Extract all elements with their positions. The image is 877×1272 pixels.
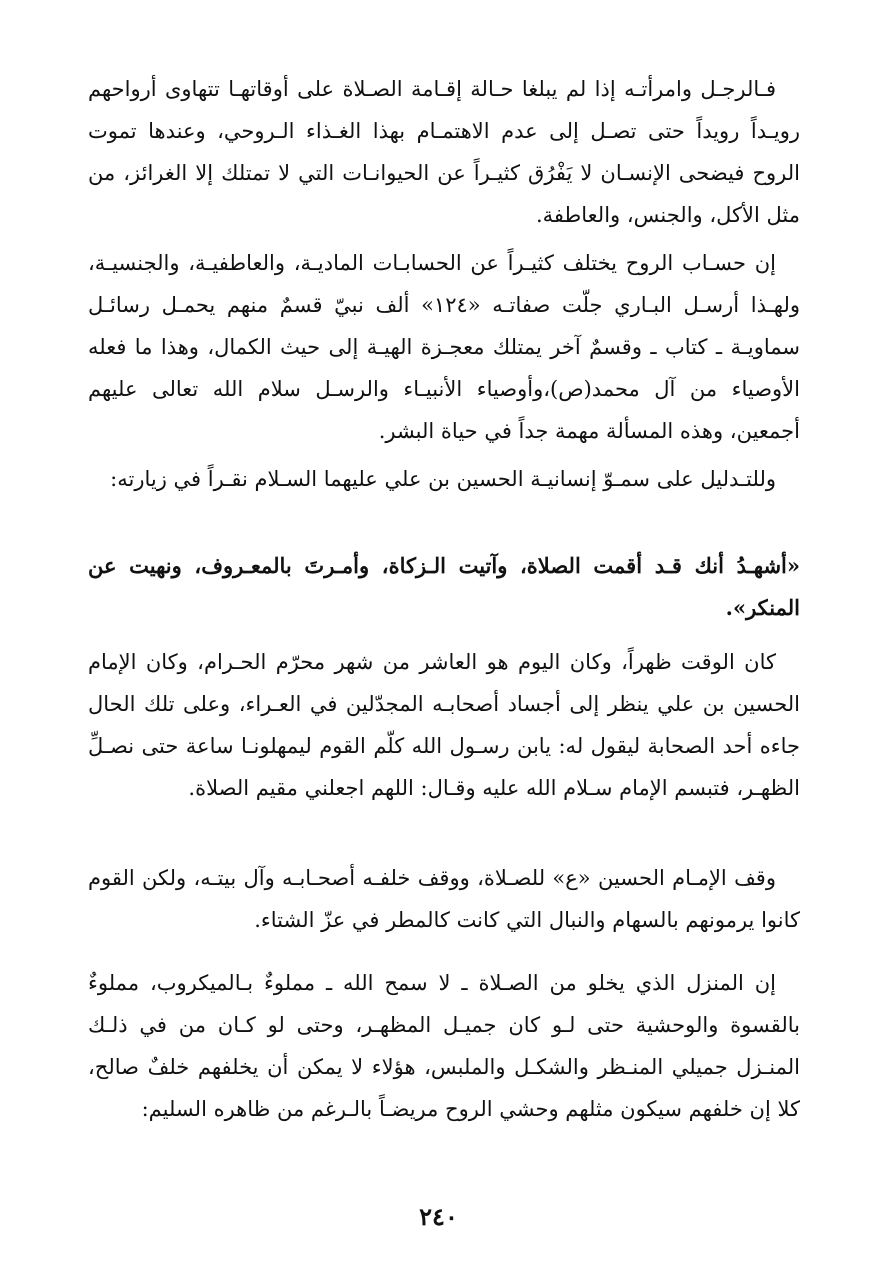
paragraph-5: وقف الإمـام الحسين «ع» للصـلاة، ووقف خلفـه أصحـابـه وآل بيتـه، ولكن القوم كانوا يرمونهم بالسهام والنبال التي كانت كالمطر في عزّ الشتاء. [88,866,800,932]
paragraph-3: وللتـدليل على سمـوّ إنسانيـة الحسين بن علي عليهما السـلام نقـراً في زيارته: [110,467,776,491]
paragraph-2: إن حسـاب الروح يختلف كثيـراً عن الحسابـات الماديـة، والعاطفيـة، والجنسيـة، ولهـذا أرسـل البـاري جلّت صفاتـه «١٢٤» ألف نبيّ قسمٌ منهم يحمـل رسائـل سماويـة ـ كتاب ـ وقسمٌ آخر يمتلك معجـزة الهيـة إلى حيث الكمال، وهذا ما فعله الأوصياء من آل محمد(ص)،وأوصياء الأنبيـاء والرسـل سلام الله تعالى عليهم أجمعين، وهذه المسألة مهمة جداً في حياة البشر. [88,251,800,443]
paragraph-4: كان الوقت ظهراً، وكان اليوم هو العاشر من شهر محرّم الحـرام، وكان الإمام الحسين بن علي ينظر إلى أجساد أصحابـه المجدّلين في العـراء، وعلى تلك الحال جاءه أحد الصحابة ليقول له: يابن رسـول الله كلّم القوم ليمهلونـا ساعة حتى نصـلِّ الظهـر، فتبسم الإمام سـلام الله عليه وقـال: اللهم اجعلني مقيم الصلاة. [88,650,801,800]
quote-paragraph: «أشهـدُ أنك قـد أقمت الصلاة، وآتيت الـزكاة، وأمـرتَ بالمعـروف، ونهيت عن المنكر». [88,553,800,620]
paragraph-1: فـالرجـل وامرأتـه إذا لم يبلغا حـالة إقـامة الصـلاة على أوقاتهـا تتهاوى أرواحهم رويـداً رويداً حتى تصـل إلى عدم الاهتمـام بهذا الغـذاء الـروحي، وعندها تموت الروح فيضحى الإنسـان لا يَفْرُق كثيـراً عن الحيوانـات التي لا تمتلك إلا الغرائز، من مثل الأكل، والجنس، والعاطفة. [88,77,800,227]
paragraph-6: إن المنزل الذي يخلو من الصـلاة ـ لا سمح الله ـ مملوءٌ بـالميكروب، مملوءٌ بالقسوة والوحشية حتى لـو كان جميـل المظهـر، وحتى لو كـان من في ذلـك المنـزل جميلي المنـظر والشكـل والملبس، هؤلاء لا يمكن أن يخلفهم خلفٌ صالح، كلا إن خلفهم سيكون مثلهم وحشي الروح مريضـاً بالـرغم من ظاهره السليم: [88,971,800,1121]
page-number: ٢٤٠ [419,1202,458,1231]
